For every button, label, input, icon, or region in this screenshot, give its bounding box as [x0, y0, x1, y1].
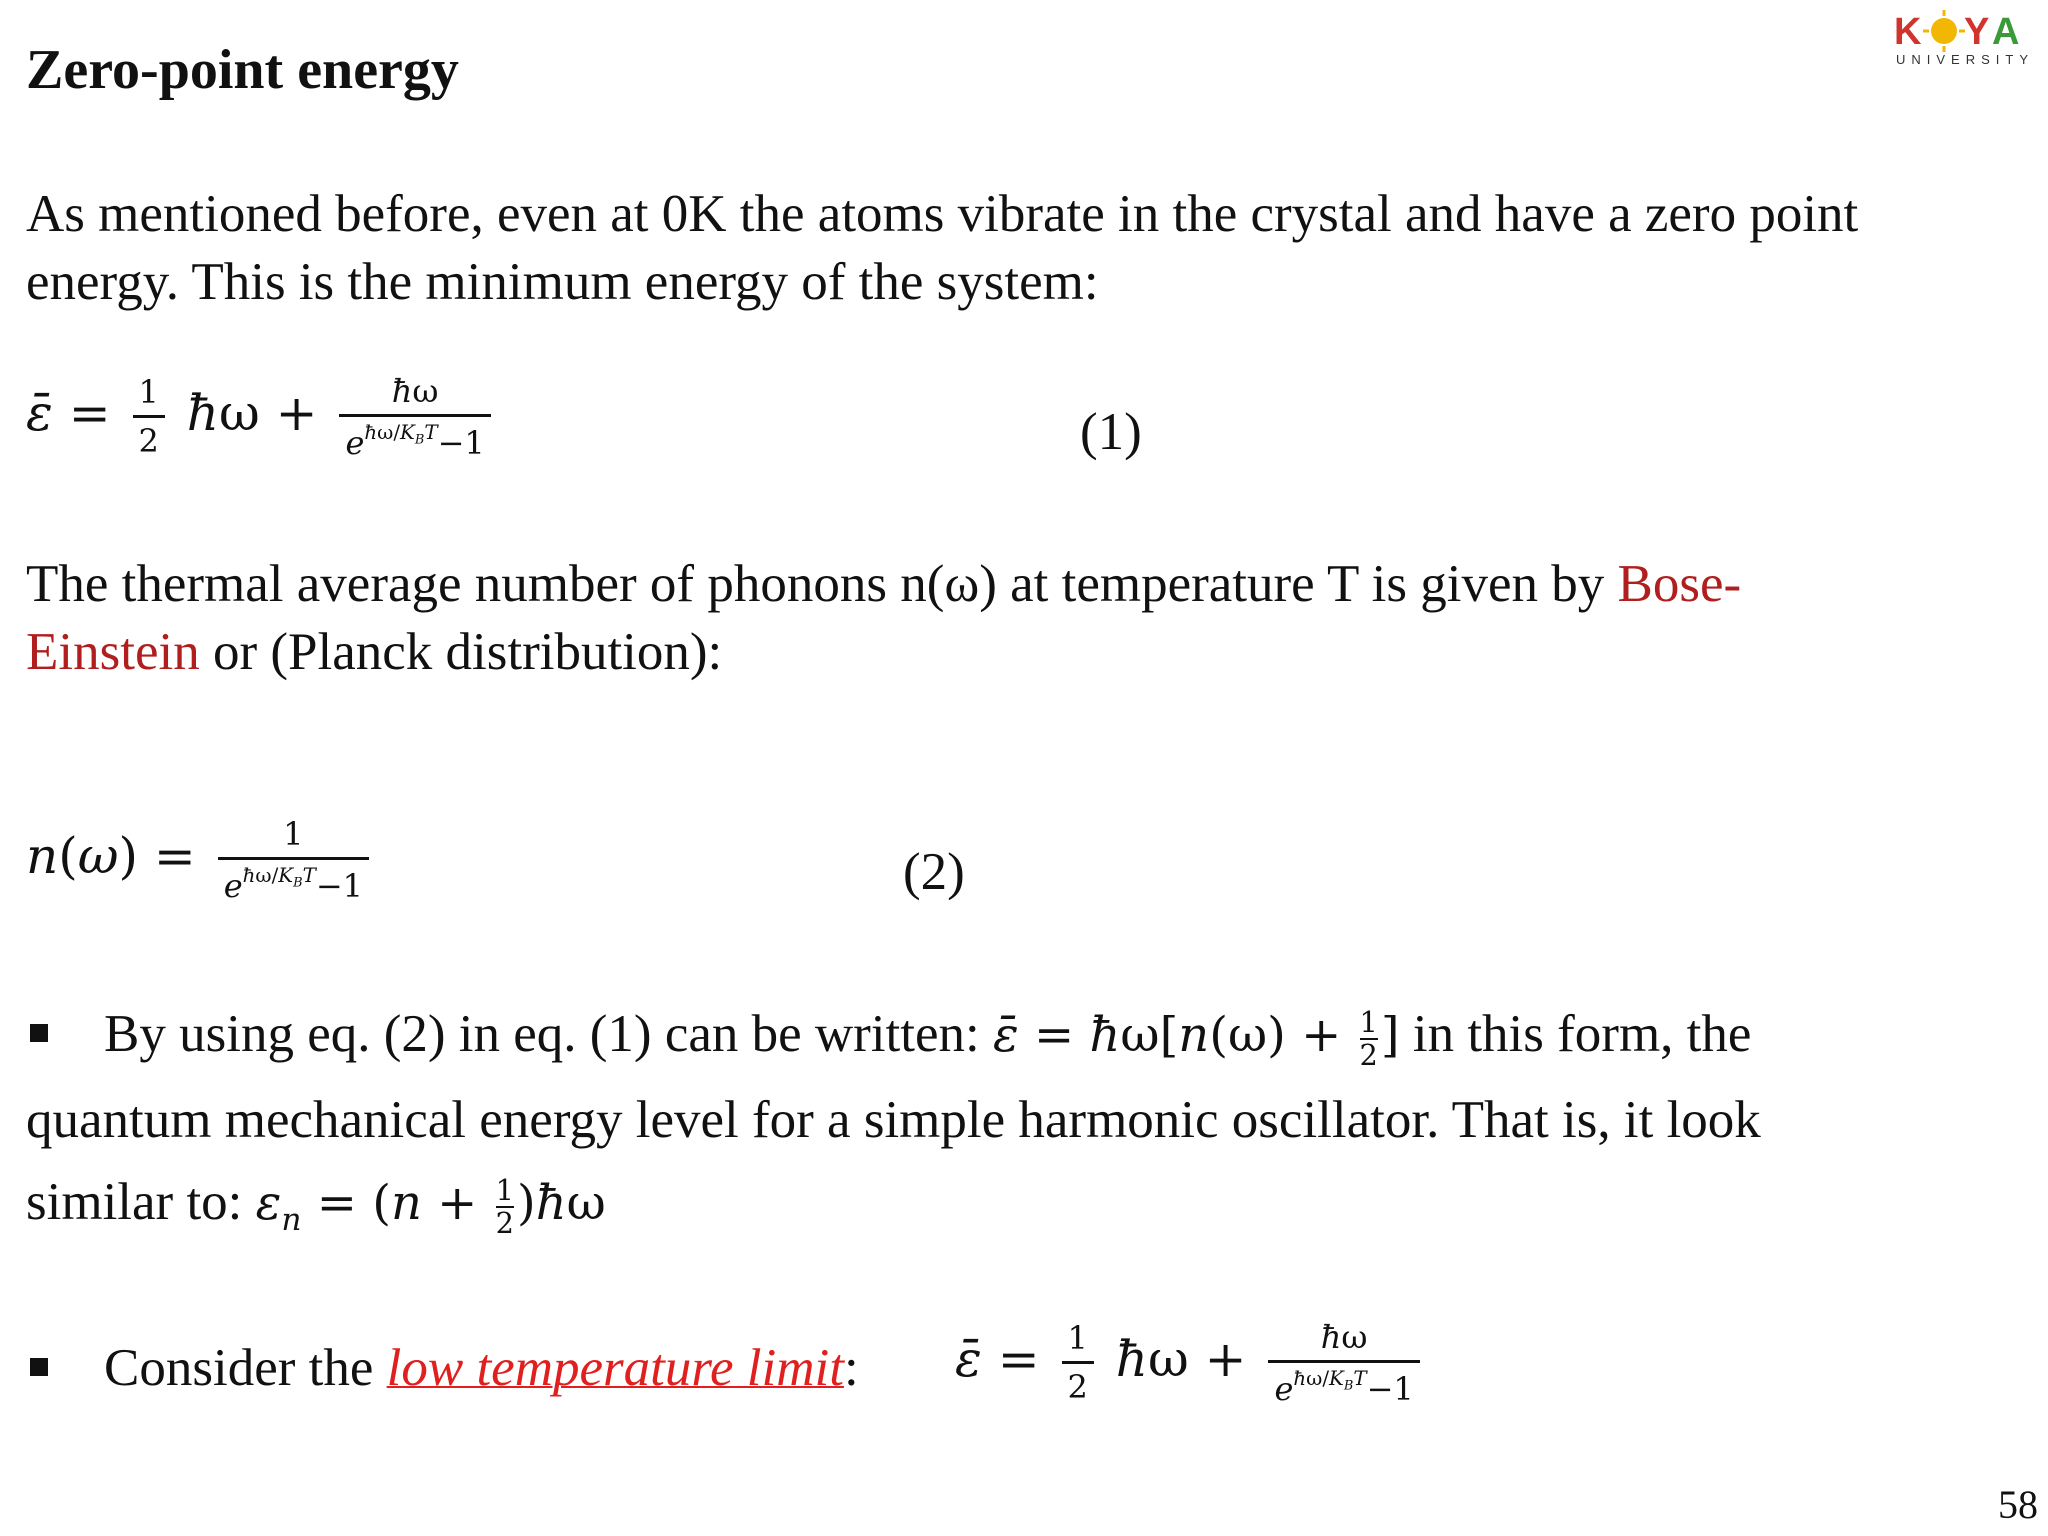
low-temperature-limit-link[interactable]: low temperature limit: [386, 1339, 844, 1397]
svg-text:Y: Y: [1964, 11, 1990, 53]
equation-2-number: (2): [903, 843, 965, 901]
square-bullet-icon: [30, 1024, 48, 1042]
bose-text: Bose-: [1617, 555, 1742, 613]
bullet-1-line-3: similar to: $\varepsilon_n = (n + \frac{1}{2}$ )ħω: [26, 1173, 606, 1240]
svg-text:UNIVERSITY: UNIVERSITY: [1896, 52, 2035, 67]
slide-title: Zero-point energy: [26, 39, 459, 101]
bullet-2-colon: :: [843, 1339, 859, 1397]
planck-text: or (Planck distribution):: [199, 623, 723, 681]
similar-text: similar to:: [26, 1173, 256, 1231]
page-number: 58: [1998, 1482, 2038, 1527]
intro-line-1: As mentioned before, even at 0K the atoms vibrate in the crystal and have a zero point: [26, 185, 1859, 243]
intro-line-2: energy. This is the minimum energy of the system:: [26, 253, 1099, 311]
equation-3: ε̄ = $\frac{1}{2}$ ħω + $\frac{ħ\omega}{e^{ħ\omega/K_BT}-1}$: [955, 1318, 1426, 1408]
square-bullet-icon: [30, 1358, 48, 1376]
bullet-2-line: [104, 1334, 859, 1403]
thermal-line-2: [26, 618, 722, 687]
bullet-1-line-2: quantum mechanical energy level for a simple harmonic oscillator. That is, it look: [26, 1091, 1761, 1149]
bullet-1-text: By using eq. (2) in eq. (1) can be written:: [104, 1005, 980, 1063]
svg-text:A: A: [1992, 11, 2020, 53]
einstein-text: Einstein: [26, 623, 200, 681]
koya-university-logo: [1892, 8, 2042, 68]
thermal-text: The thermal average number of phonons n(ω) at temperature T is given by: [26, 555, 1618, 613]
thermal-line-1: [26, 550, 1741, 619]
bullet-2-text: Consider the: [104, 1339, 387, 1397]
equation-1: ε̄ = $\frac{1}{2}$ ħω + $\frac{ħ\omega}{e^{ħ\omega/K_BT}-1}$: [26, 372, 497, 462]
bullet-1-tail: in this form, the: [1399, 1005, 1752, 1063]
equation-2: n(ω) = $\frac{1}{e^{ħ\omega/K_BT}-1}$: [26, 815, 375, 905]
equation-1-number: (1): [1080, 403, 1142, 461]
svg-text:K: K: [1894, 11, 1922, 53]
bullet-1-line-1: By using eq. (2) in eq. (1) can be written: ε̄ = ħω[n(ω) + $\frac{1}{2}$ ] in this form, the: [104, 1005, 1752, 1072]
